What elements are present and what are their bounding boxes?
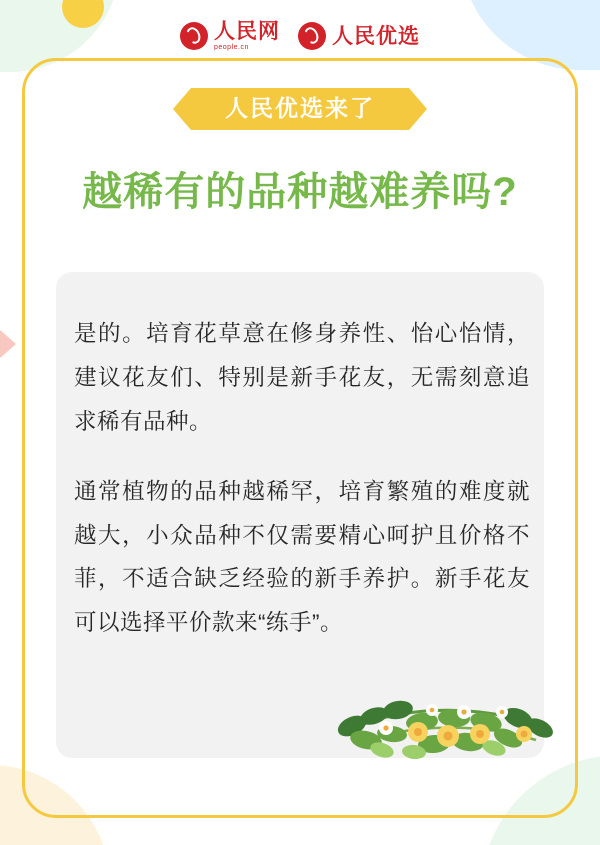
paragraph-2: [74, 470, 530, 646]
article-body: [74, 312, 530, 645]
badge-container: [0, 88, 600, 130]
logo-people-cn[interactable]: [180, 21, 280, 51]
highlighted-text: 是的: [74, 321, 123, 346]
highlighted-text: 通常植物的品种越稀罕，培育繁殖的难度就越大: [74, 478, 530, 548]
plain-text: 。培育花草意在修身养性、怡心怡情，建议花友们、特别是新手花友，: [74, 321, 530, 390]
highlighted-text: 新手花友可以选择平价款来“练手”: [74, 566, 530, 636]
plain-text: ，小众品种不仅需要精心呵护且价格不菲，不适合缺乏经验的新手养护。: [74, 522, 530, 592]
plain-text: 。: [320, 610, 344, 636]
logo-people-youxuan-label: 人民优选: [332, 24, 420, 48]
pink-triangle-icon: [0, 330, 16, 358]
ribbon-badge: 人民优选来了: [191, 88, 409, 130]
people-cn-logo-icon: [180, 22, 208, 50]
logo-people-cn-label: 人民网: [214, 20, 280, 43]
paragraph-1: [74, 312, 530, 444]
highlighted-text: 无需刻意追求稀有品种。: [74, 364, 530, 434]
logo-people-cn-domain: people.cn: [214, 44, 249, 51]
brand-header: [0, 12, 600, 60]
logo-people-youxuan[interactable]: [298, 22, 420, 50]
people-youxuan-logo-icon: [298, 22, 326, 50]
page-title: 越稀有的品种越难养吗?: [82, 170, 518, 214]
